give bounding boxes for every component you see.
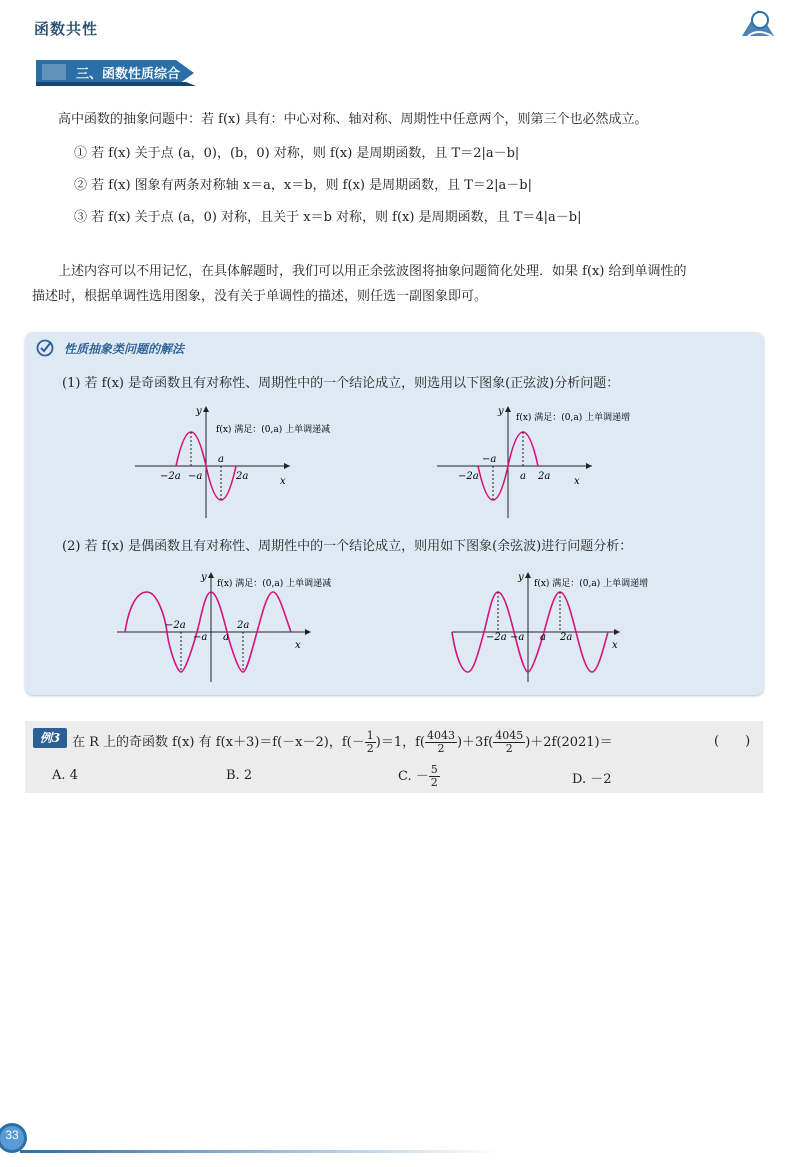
sine-graph-decreasing xyxy=(130,400,331,520)
graph2-x-label: x xyxy=(574,476,580,487)
graph2-tick-nega: −a xyxy=(482,454,497,465)
graph2-y-label: y xyxy=(498,406,504,417)
graph4-tick-2a: 2a xyxy=(560,632,573,643)
graph2-tick-a: a xyxy=(520,471,526,482)
case-2-text: (2) 若 f(x) 是偶函数且有对称性、周期性中的一个结论成立，则用如下图象(余弦波)进行问题分析： xyxy=(62,539,633,554)
graph3-tick-neg2a: −2a xyxy=(165,620,186,631)
rule-item-2: ② 若 f(x) 图象有两条对称轴 x＝a，x＝b，则 f(x) 是周期函数，且 T＝2|a－b| xyxy=(74,178,533,193)
case-1-text: (1) 若 f(x) 是奇函数且有对称性、周期性中的一个结论成立，则选用以下图象(正弦波)分析问题： xyxy=(62,376,620,391)
graph2-tick-2a: 2a xyxy=(538,471,551,482)
cosine-graph-increasing xyxy=(450,566,690,686)
fraction-2: $\frac{4043}{2}$ xyxy=(426,729,455,755)
question-part-3: )＋3f( xyxy=(456,735,494,750)
graph2-note: f(x) 满足：(0,a) 上单调递增 xyxy=(516,413,631,423)
option-c-fraction: $\frac{5}{2}$ xyxy=(430,763,438,789)
header-title: 函数共性 xyxy=(34,20,99,38)
fraction-1: $\frac{1}{2}$ xyxy=(366,729,374,755)
question-part-1: 在 R 上的奇函数 f(x) 有 f(x＋3)＝f(－x－2)，f(－ xyxy=(72,735,365,750)
intro-paragraph: 高中函数的抽象问题中：若 f(x) 具有：中心对称、轴对称、周期性中任意两个，则第三个也必然成立。 xyxy=(58,112,648,127)
section-ribbon xyxy=(36,58,196,88)
graph1-tick-neg2a: −2a xyxy=(160,471,181,482)
graph2-tick-neg2a: −2a xyxy=(458,471,479,482)
graph1-tick-nega: −a xyxy=(188,471,203,482)
graph3-y-label: y xyxy=(201,572,207,583)
graph4-tick-nega: −a xyxy=(510,632,525,643)
graph3-x-label: x xyxy=(295,640,301,651)
section-title: 三、函数性质综合 xyxy=(76,67,181,82)
sine-graph-increasing xyxy=(432,400,662,520)
graph3-tick-a: a xyxy=(223,632,229,643)
example-badge: 例3 xyxy=(33,728,67,748)
graph3-note: f(x) 满足：(0,a) 上单调递减 xyxy=(217,579,332,589)
cosine-graph-decreasing xyxy=(115,566,365,686)
graph4-tick-a: a xyxy=(540,632,546,643)
footer-line xyxy=(20,1150,500,1153)
logo-icon xyxy=(738,6,778,42)
graph4-y-label: y xyxy=(518,572,524,583)
graph1-tick-a: a xyxy=(218,454,224,465)
graph1-x-label: x xyxy=(280,476,286,487)
check-circle-icon xyxy=(36,339,54,357)
example-question xyxy=(72,730,613,755)
graph4-x-label: x xyxy=(612,640,618,651)
graph4-tick-neg2a: −2a xyxy=(486,632,507,643)
graph1-tick-2a: 2a xyxy=(236,471,249,482)
rule-item-1: ① 若 f(x) 关于点 (a，0)，(b，0) 对称，则 f(x) 是周期函数，且 T＝2|a－b| xyxy=(74,146,520,161)
question-part-4: )＋2f(2021)＝ xyxy=(525,735,613,750)
option-c[interactable]: C. － $\frac{5}{2}$ xyxy=(398,763,438,789)
method-box-title: 性质抽象类问题的解法 xyxy=(64,342,185,356)
fraction-3: $\frac{4045}{2}$ xyxy=(495,729,524,755)
option-a[interactable]: A. 4 xyxy=(52,768,78,783)
option-b[interactable]: B. 2 xyxy=(226,768,253,783)
graph1-note: f(x) 满足：(0,a) 上单调递减 xyxy=(216,425,331,435)
graph4-note: f(x) 满足：(0,a) 上单调递增 xyxy=(534,579,649,589)
question-part-2: )＝1，f( xyxy=(375,735,425,750)
page-number: 33 xyxy=(5,1128,19,1142)
graph1-y-label: y xyxy=(196,406,202,417)
graph3-tick-nega: −a xyxy=(193,632,208,643)
rule-item-3: ③ 若 f(x) 关于点 (a，0) 对称，且关于 x＝b 对称，则 f(x) 是周期函数，且 T＝4|a－b| xyxy=(74,210,582,225)
graph3-tick-2a: 2a xyxy=(237,620,250,631)
answer-parentheses: ( ) xyxy=(714,734,751,749)
middle-paragraph-2: 描述时，根据单调性选用图象，没有关于单调性的描述，则任选一副图象即可。 xyxy=(32,289,488,304)
middle-paragraph: 上述内容可以不用记忆，在具体解题时，我们可以用正余弦波图将抽象问题简化处理．如果 f(x) 给到单调性的 xyxy=(58,264,687,279)
option-d[interactable]: D. －2 xyxy=(572,772,612,787)
